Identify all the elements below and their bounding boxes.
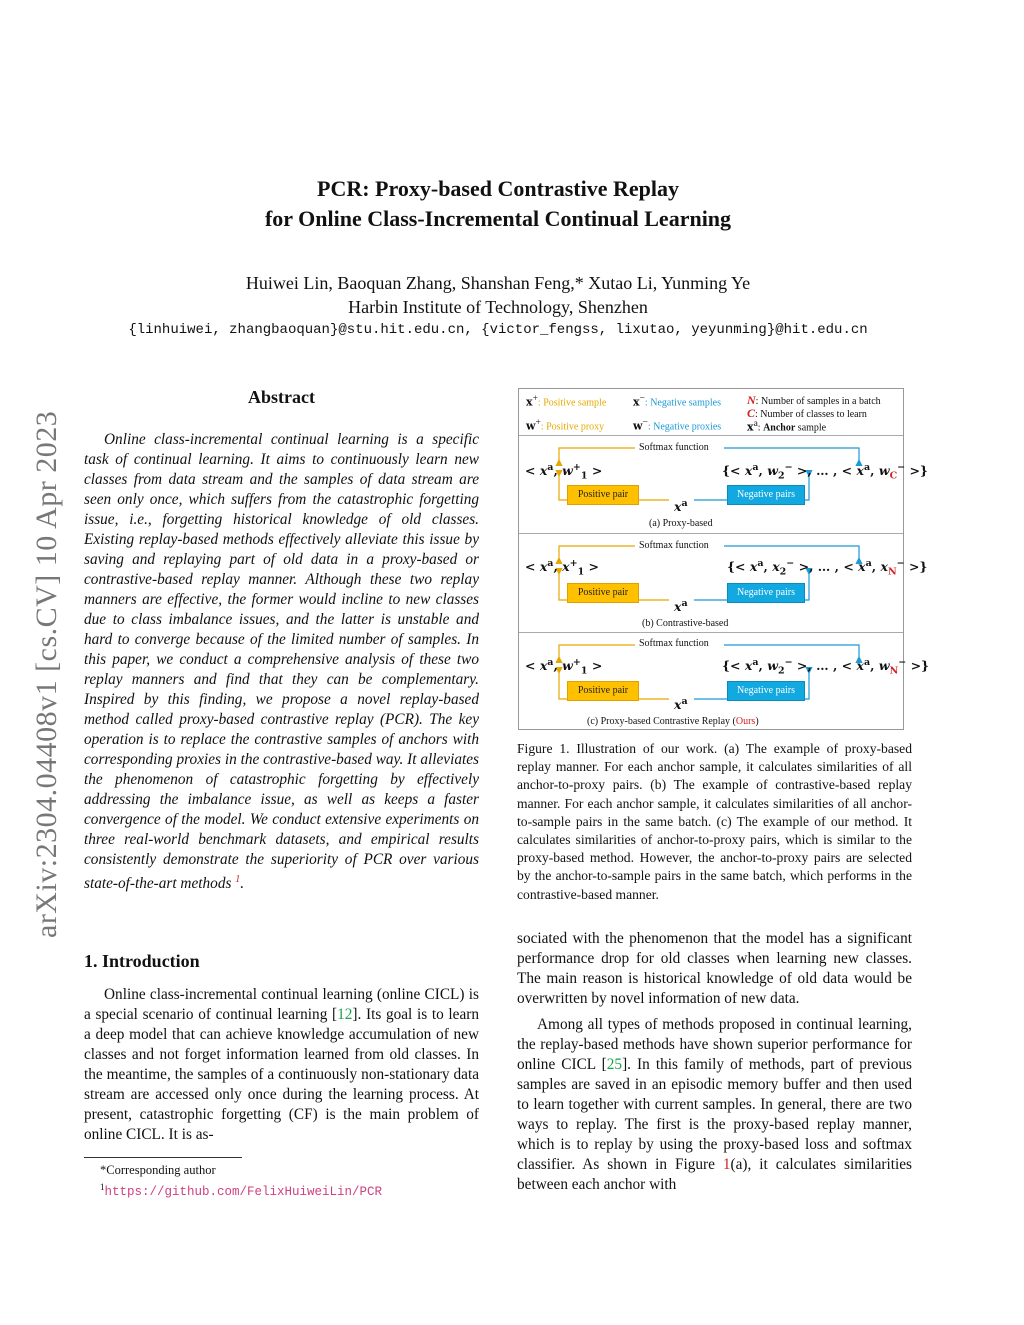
figure-ref-link[interactable]: 1 [722,1156,731,1173]
negative-pairs-c: Negative pairs [727,681,805,701]
right-paragraph-1: sociated with the phenomenon that the model has a significant performance drop for old classes when learning new classes. The main reason is historical knowledge of old data would be overwritten by novel information of new data. [517,930,912,1007]
intro-heading: 1. Introduction [84,951,200,971]
affiliation: Harbin Institute of Technology, Shenzhen [348,297,648,317]
softmax-label-a: Softmax function [639,442,709,453]
footnote-1-mark: 1 [100,1182,105,1192]
intro-text-b: ]. Its goal is to learn a deep model that can achieve knowledge accumulation of new classes and not forget information learned from old classes. In the meantime, the samples of a continuously non-stationary data stream are accessed only once during the learning process. At present, catastrophic forgetting (CF) is the main problem of online CICL. It is as- [84,1006,479,1143]
panel-a-caption: (a) Proxy-based [649,518,713,529]
citation-link-12[interactable]: 12 [337,1006,353,1023]
panel-c-caption-post: ) [755,716,759,727]
panel-c: Softmax function < $x^a$, $w^+_1$ > {< $x^a$, $w_2^-$ >, … , < $x^a$, $w_N^-$ >} Positive pair Negative pairs $x^a$ (c) Proxy-based Contrastive Replay (Ours) [519,633,903,729]
legend-positive-sample: : Positive sample [537,397,607,409]
legend-anchor-tail: sample [795,422,827,434]
negative-pairs-b: Negative pairs [727,583,805,603]
softmax-label-c: Softmax function [639,638,709,649]
legend-c: : Number of classes to learn [755,409,867,420]
right-column-body [517,929,912,1195]
right-p2-text-c: (a), it calculates similarities between each anchor with [517,1156,912,1193]
legend-n: : Number of samples in a batch [755,396,881,407]
figure-1-caption: Figure 1. Illustration of our work. (a) The example of proxy-based replay manner. For each anchor sample, it calculates similarities of all anchor-to-proxy pairs. (b) The example of contrastive-based replay manner. For each anchor sample, it calculates similarities of all anchor-to-sample pairs in the same batch. (c) The example of our method. It calculates similarities of anchor-to-proxy pairs, which is similar to the proxy-based method. However, the anchor-to-proxy pairs are selected by the anchor-to-sample pairs in the same batch, which performs in the contrastive-based manner. [517,741,912,902]
emails: {linhuiwei, zhangbaoquan}@stu.hit.edu.cn, {victor_fengss, lixutao, yeyunming}@hit.edu.cn [128,322,868,338]
figure-1 [518,388,930,730]
panel-a: Softmax function < $x^a$, $w^+_1$ > {< $x^a$, $w_2^-$ >, … , < $x^a$, $w_C^-$ >} Positive pair Negative pairs $x^a$ (a) Proxy-based [519,436,903,534]
authors: Huiwei Lin, Baoquan Zhang, Shanshan Feng,* Xutao Li, Yunming Ye [245,273,751,293]
legend-anchor-colon: : [757,422,764,434]
figure-legend: x+: Positive sample x−: Negative samples N: Number of samples in a batch C: Number of classes to learn w+: Positive proxy w−: Negative proxies $x^a$: Anchor sample [519,389,903,436]
abstract-text: Online class-incremental continual learning is a specific task of continual learning. It aims to continuously learn new classes from data stream and the samples of data stream are seen only once, which suffers from the catastrophic forgetting issue, i.e., forgetting historical knowledge of old classes. Existing replay-based methods effectively alleviate this issue by saving and replaying part of old data in a proxy-based or contrastive-based replay manner. Although these two replay manners are effective, the former would incline to new classes due to class imbalance issues, and the latter is unstable and hard to converge because of the limited number of samples. In this paper, we conduct a comprehensive analysis of these two replay manners and find that they can be complementary. Inspired by this finding, we propose a novel replay-based method called proxy-based contrastive replay (PCR). The key operation is to replace the contrastive samples of anchors with corresponding proxies in the contrastive-based way. It alleviates the phenomenon of catastrophic forgetting by effectively addressing the imbalance issue, as well as keeps a faster convergence of the model. We conduct extensive experiments on three real-world benchmark datasets, and empirical results consistently demonstrate the superiority of PCR over various state-of-the-art methods [84,431,479,893]
softmax-label-b: Softmax function [639,540,709,551]
legend-negative-samples: : Negative samples [644,397,722,409]
paper-title-line2: for Online Class-Incremental Continual Learning [264,206,732,231]
abstract-footnote-link[interactable]: 1 [235,874,241,885]
intro-body [84,985,479,1145]
footnote-corresponding: *Corresponding author [100,1163,216,1177]
positive-pair-b: Positive pair [567,583,639,603]
positive-pair-a: Positive pair [567,485,639,505]
right-p2-text-b: ]. In this family of methods, part of previous samples are saved in an episodic memory buffer and then used to learn together with current samples. In general, there are two ways to replay. The first is the proxy-based replay manner, which is to replay by using the proxy-based loss and softmax classifier. As shown in Figure [517,1056,912,1173]
legend-anchor-word: Anchor [763,422,796,434]
intro-text-a: Online class-incremental continual learning (online CICL) is a special scenario of continual learning [ [84,986,479,1023]
panel-c-caption [587,716,759,727]
github-link[interactable]: https://github.com/FelixHuiweiLin/PCR [104,1185,383,1200]
footnote-1 [100,1179,382,1200]
positive-pair-c: Positive pair [567,681,639,701]
legend-positive-proxy: : Positive proxy [540,421,605,433]
panel-c-caption-ours: Ours [735,716,756,727]
legend-negative-proxies: : Negative proxies [647,421,722,433]
paper-title-line1: PCR: Proxy-based Contrastive Replay [317,176,679,201]
footnote-divider [84,1157,242,1158]
panel-c-caption-pre: (c) Proxy-based Contrastive Replay ( [587,716,736,727]
negative-pairs-a: Negative pairs [727,485,805,505]
right-p2-text-a: Among all types of methods proposed in continual learning, the replay-based methods have shown superior performance for online CICL [ [517,1016,912,1073]
arxiv-stamp: arXiv:2304.04408v1 [cs.CV] 10 Apr 2023 [30,410,63,938]
panel-b: Softmax function < $x^a$, $x^+_1$ > {< $x^a$, $x_2^-$ >, … , < $x^a$, $x_N^-$ >} Positive pair Negative pairs $x^a$ (b) Contrastive-based [519,534,903,633]
abstract-body: Online class-incremental continual learning is a specific task of continual learning. It aims to continuously learn new classes from data stream and the samples of data stream are seen only once, which suffers from the catastrophic forgetting issue, i.e., forgetting historical knowledge of old classes. Existing replay-based methods effectively alleviate this issue by saving and replaying part of old data in a proxy-based or contrastive-based replay manner. Although these two replay manners are effective, the former would incline to new classes due to class imbalance issues, and the latter is unstable and hard to converge because of the limited number of samples. In this paper, we conduct a comprehensive analysis of these two replay manners and find that they can be complementary. Inspired by this finding, we propose a novel replay-based method called proxy-based contrastive replay (PCR). The key operation is to replace the contrastive samples of anchors with corresponding proxies in the contrastive-based way. It alleviates the phenomenon of catastrophic forgetting by effectively addressing the imbalance issue, as well as keeps a faster convergence of the model. We conduct extensive experiments on three real-world benchmark datasets, and empirical results consistently demonstrate the superiority of PCR over various state-of-the-art methods $^1$. [84,431,479,893]
panel-b-caption: (b) Contrastive-based [642,618,729,629]
abstract-heading: Abstract [248,387,315,407]
citation-link-25[interactable]: 25 [606,1056,623,1073]
